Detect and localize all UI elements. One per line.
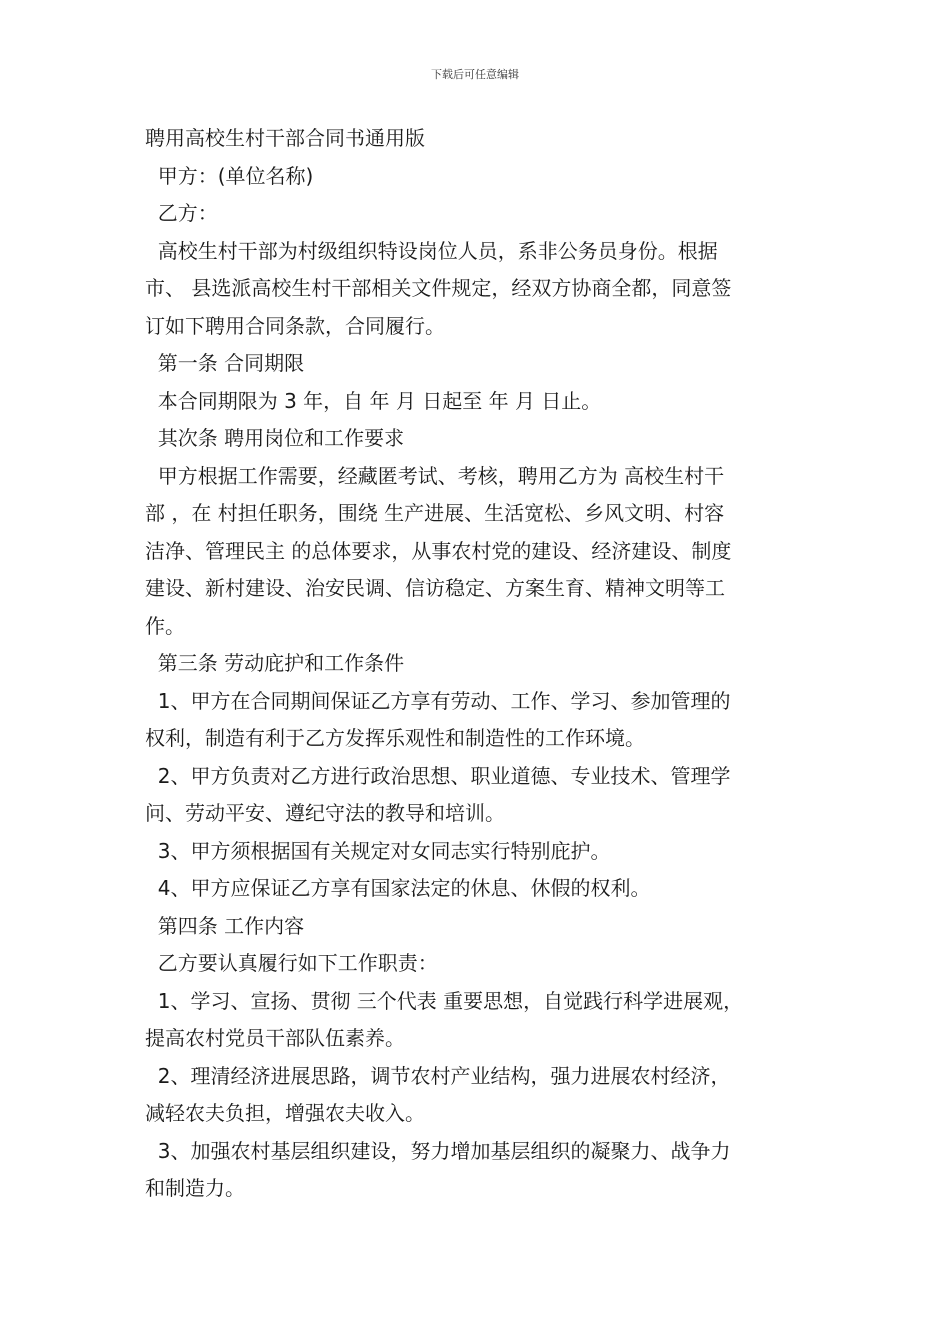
article-heading: 第三条 劳动庇护和工作条件 xyxy=(145,651,405,675)
paragraph-line: 减轻农夫负担，增强农夫收入。 xyxy=(145,1101,425,1125)
paragraph-line: 洁净、管理民主 的总体要求，从事农村党的建设、经济建设、制度 xyxy=(145,538,732,563)
paragraph-line: 权利，制造有利于乙方发挥乐观性和制造性的工作环境。 xyxy=(145,726,645,750)
party-a-line: 甲方：(单位名称) xyxy=(145,163,314,188)
paragraph-line: 3、加强农村基层组织建设，努力增加基层组织的凝聚力、战争力 xyxy=(145,1138,731,1163)
paragraph-line: 提高农村党员干部队伍素养。 xyxy=(145,1026,405,1050)
paragraph-line: 3、甲方须根据国有关规定对女同志实行特别庇护。 xyxy=(145,838,611,863)
paragraph-line: 本合同期限为 3 年，自 年 月 日起至 年 月 日止。 xyxy=(145,388,602,413)
document-body xyxy=(145,120,810,1208)
page-header: 下载后可任意编辑 xyxy=(431,68,519,81)
paragraph-line: 市、 县选派高校生村干部相关文件规定，经双方协商全都，同意签 xyxy=(145,276,732,300)
paragraph-line: 作。 xyxy=(145,613,185,638)
article-heading: 第四条 工作内容 xyxy=(145,913,305,938)
paragraph-line: 甲方根据工作需要，经藏匿考试、考核，聘用乙方为 高校生村干 xyxy=(145,463,725,488)
article-heading: 其次条 聘用岗位和工作要求 xyxy=(145,426,405,450)
party-b-line: 乙方： xyxy=(145,201,218,225)
paragraph-line: 1、甲方在合同期间保证乙方享有劳动、工作、学习、参加管理的 xyxy=(145,688,731,713)
paragraph-line: 建设、新村建设、治安民调、信访稳定、方案生育、精神文明等工 xyxy=(145,576,725,600)
article-heading: 第一条 合同期限 xyxy=(145,351,305,375)
paragraph-line: 问、劳动平安、遵纪守法的教导和培训。 xyxy=(145,801,505,825)
paragraph-line: 4、甲方应保证乙方享有国家法定的休息、休假的权利。 xyxy=(145,876,651,900)
paragraph-line: 部 ，在 村担任职务，围绕 生产进展、生活宽松、乡风文明、村容 xyxy=(145,501,725,525)
paragraph-line: 和制造力。 xyxy=(145,1176,245,1200)
paragraph-line: 高校生村干部为村级组织特设岗位人员，系非公务员身份。根据 xyxy=(145,238,718,263)
paragraph-line: 订如下聘用合同条款，合同履行。 xyxy=(145,313,445,338)
paragraph-line: 1、学习、宣扬、贯彻 三个代表 重要思想，自觉践行科学进展观， xyxy=(145,988,744,1013)
paragraph-line: 乙方要认真履行如下工作职责： xyxy=(145,951,438,975)
paragraph-line: 2、甲方负责对乙方进行政治思想、职业道德、专业技术、管理学 xyxy=(145,763,731,788)
document-title: 聘用高校生村干部合同书通用版 xyxy=(145,126,425,150)
paragraph-line: 2、理清经济进展思路，调节农村产业结构，强力进展农村经济， xyxy=(145,1063,731,1088)
